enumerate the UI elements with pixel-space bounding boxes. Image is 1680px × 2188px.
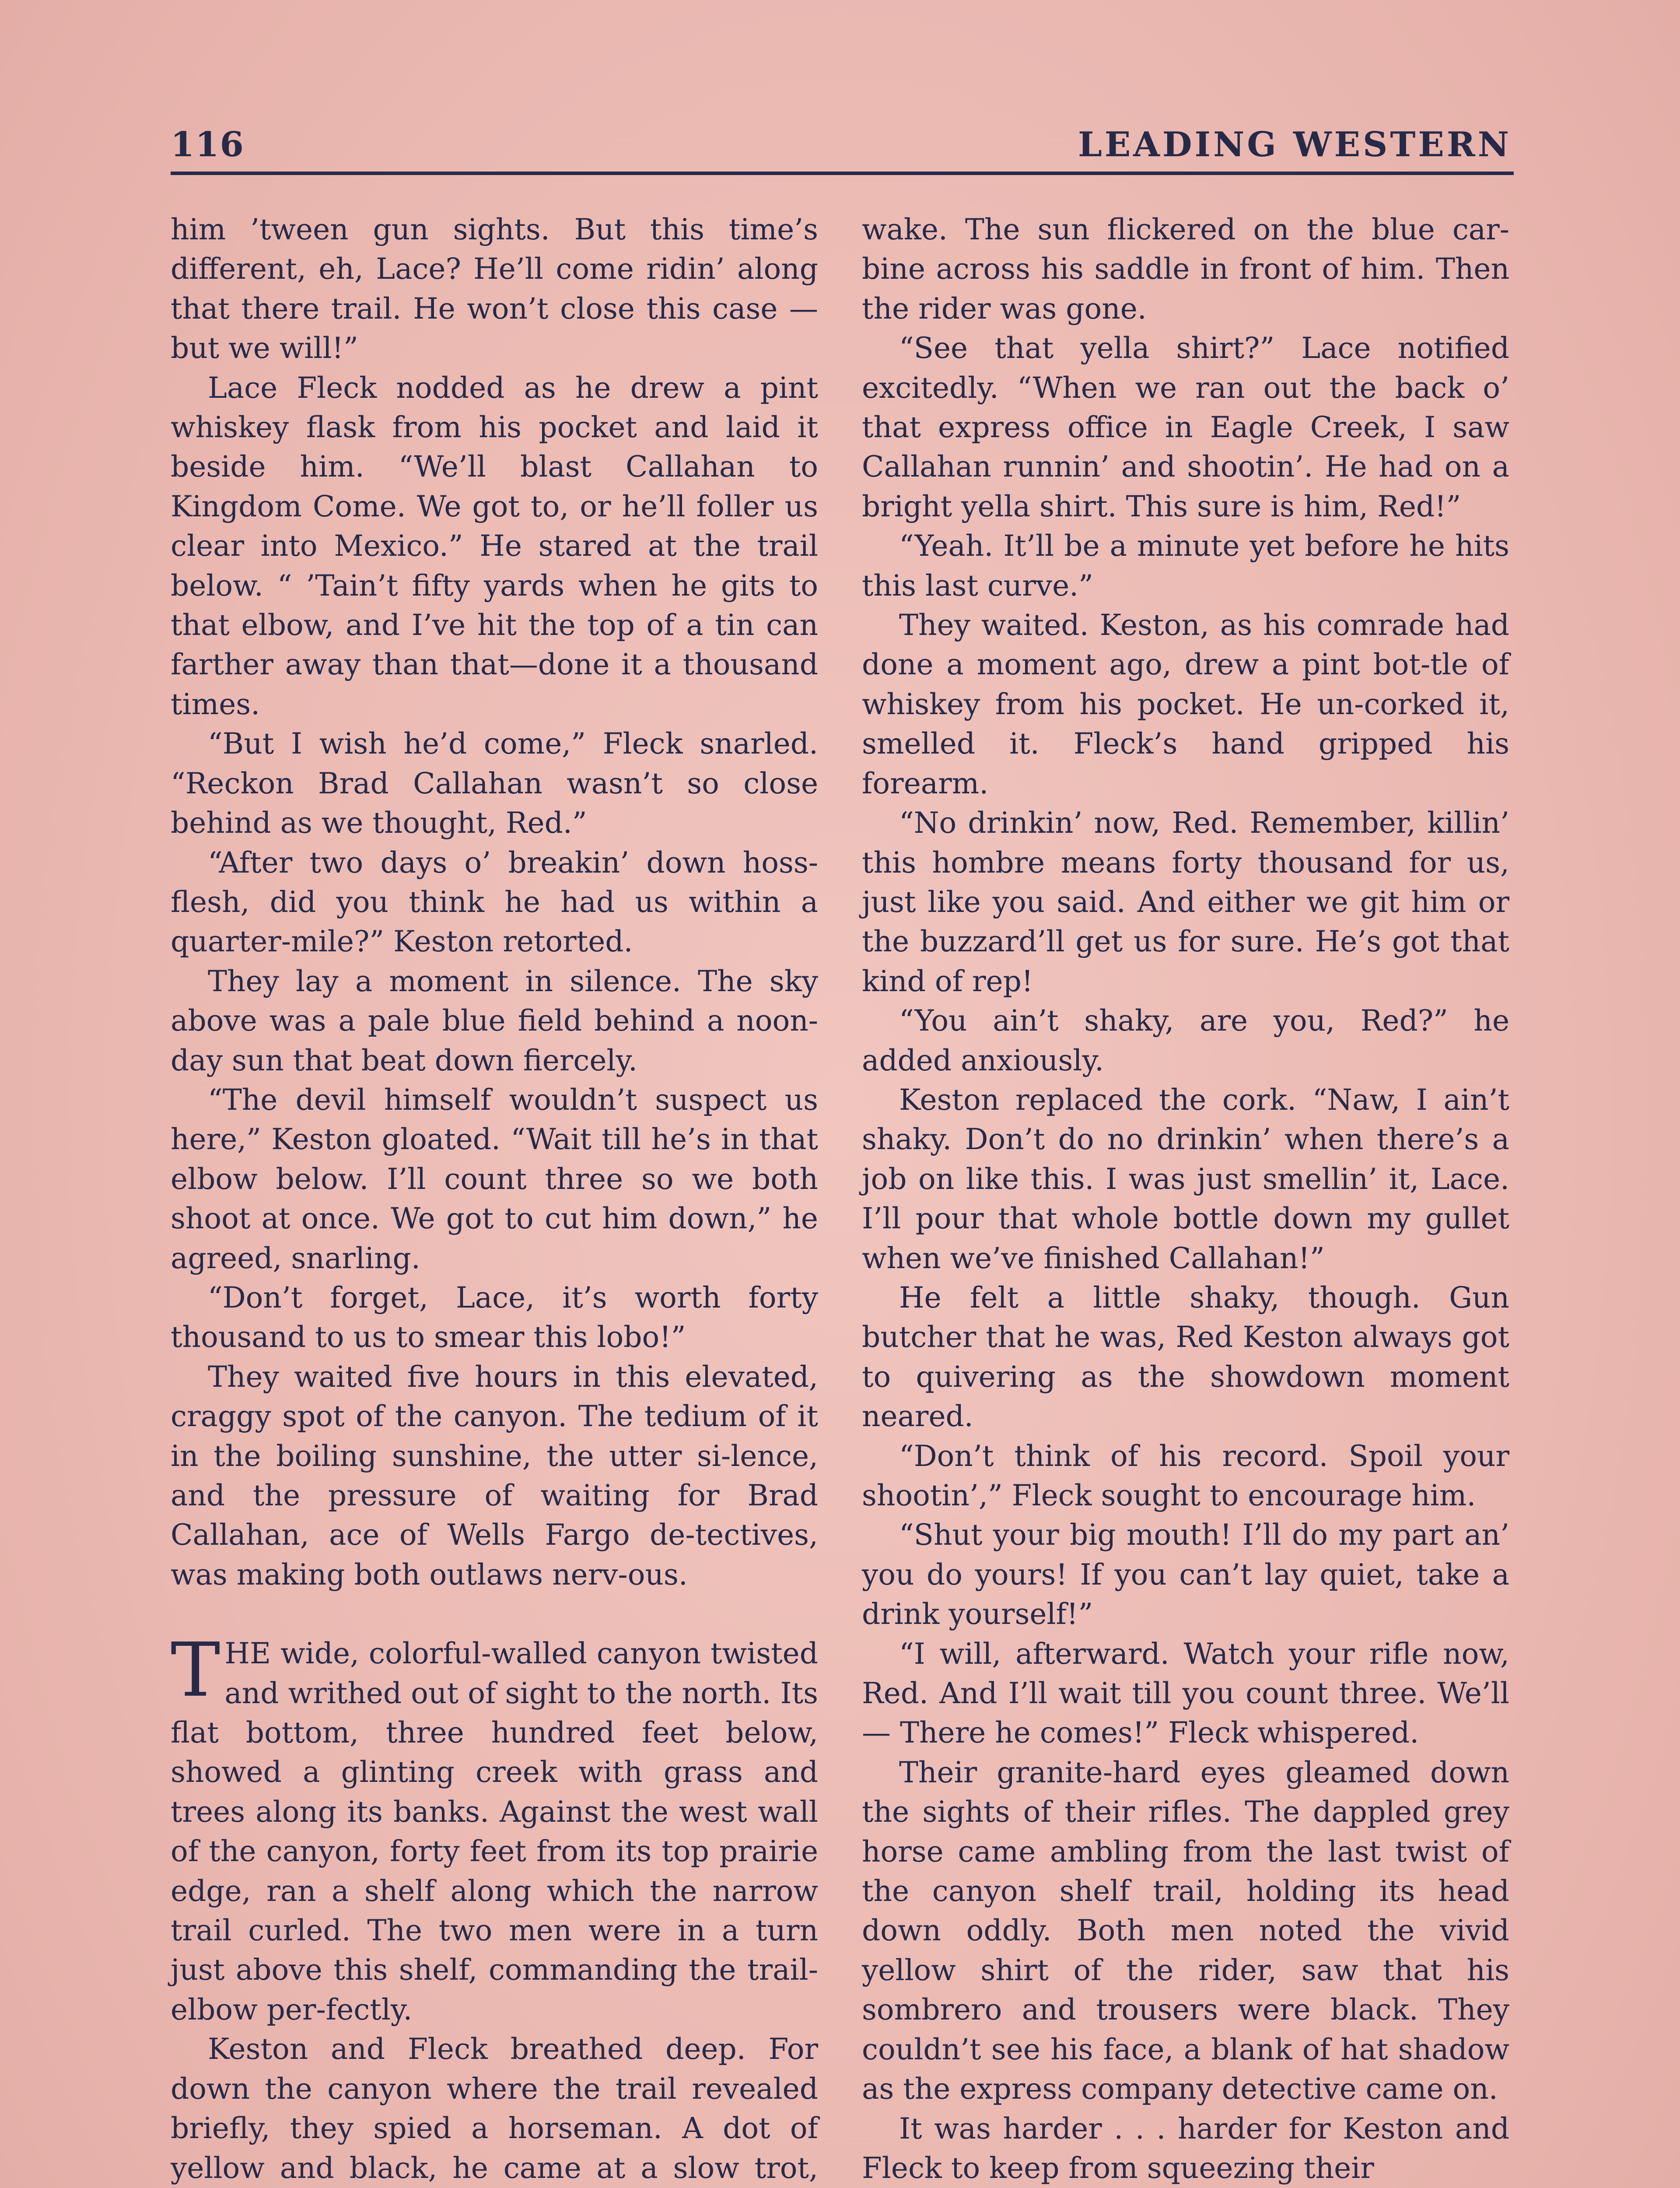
paragraph: They waited. Keston, as his comrade had done a moment ago, drew a pint bot-tle of whiskey from his pocket. He un-corked it, smelled it. Fleck’s hand gripped his forearm.: [862, 608, 1509, 800]
paragraph: “See that yella shirt?” Lace notified excitedly. “When we ran out the back o’ that express office in Eagle Creek, I saw Callahan runnin’ and shootin’. He had on a bright yella shirt. This sure is him, Red!”: [862, 331, 1509, 523]
paragraph: “Yeah. It’ll be a minute yet before he hits this last curve.”: [862, 529, 1509, 603]
paragraph: Keston replaced the cork. “Naw, I ain’t shaky. Don’t do no drinkin’ when there’s a job on like this. I was just smellin’ it, Lace. I’ll pour that whole bottle down my gullet when we’ve finished Callahan!”: [862, 1083, 1509, 1275]
paragraph: “The devil himself wouldn’t suspect us here,” Keston gloated. “Wait till he’s in that elbow below. I’ll count three so we both shoot at once. We got to cut him down,” he agreed, snarling.: [171, 1083, 818, 1275]
page-number: 116: [171, 125, 245, 165]
paragraph: “Don’t think of his record. Spoil your shootin’,” Fleck sought to encourage him.: [862, 1439, 1509, 1512]
section-text: HE wide, colorful-walled canyon twisted and writhed out of sight to the north. Its flat bottom, three hundred feet below, showed a glinting creek with grass and trees along its banks. Against the west wall of the canyon, forty feet from its top prairie edge, ran a shelf along which the narrow trail curled. The two men were in a turn just above this shelf, commanding the trail-elbow per-fectly.: [171, 1637, 818, 2027]
paragraph: They lay a moment in silence. The sky above was a pale blue field behind a noon-day sun that beat down fiercely.: [171, 964, 818, 1077]
running-title: LEADING WESTERN: [1078, 125, 1512, 165]
page-header: [171, 125, 1512, 173]
section-paragraph: [171, 1627, 818, 2030]
drop-cap: T: [171, 1627, 220, 1714]
paragraph: “No drinkin’ now, Red. Remember, killin’ this hombre means forty thousand for us, just like you said. And either we git him or the buzzard’ll get us for sure. He’s got that kind of rep!: [862, 806, 1509, 998]
paragraph: “I will, afterward. Watch your rifle now, Red. And I’ll wait till you count three. We’ll— There he comes!” Fleck whispered.: [862, 1637, 1509, 1750]
paragraph: Lace Fleck nodded as he drew a pint whiskey flask from his pocket and laid it beside him. “We’ll blast Callahan to Kingdom Come. We got to, or he’ll foller us clear into Mexico.” He stared at the trail below. “ ’Tain’t fifty yards when he gits to that elbow, and I’ve hit the top of a tin can farther away than that—done it a thousand times.: [171, 371, 818, 721]
paragraph: “After two days o’ breakin’ down hoss-flesh, did you think he had us within a quarter-mile?” Keston retorted.: [171, 845, 818, 959]
paragraph: It was harder . . . harder for Keston and Fleck to keep from squeezing their: [862, 2111, 1509, 2185]
paragraph: He felt a little shaky, though. Gun butcher that he was, Red Keston always got to quivering as the showdown moment neared.: [862, 1280, 1509, 1434]
header-rule: [171, 172, 1514, 175]
paragraph: “But I wish he’d come,” Fleck snarled. “Reckon Brad Callahan wasn’t so close behind as we thought, Red.”: [171, 727, 818, 840]
paragraph: “Shut your big mouth! I’ll do my part an’ you do yours! If you can’t lay quiet, take a drink yourself!”: [862, 1518, 1509, 1631]
paragraph: “You ain’t shaky, are you, Red?” he added anxiously.: [862, 1004, 1509, 1077]
paragraph: Keston and Fleck breathed deep. For down the canyon where the trail revealed briefly, they spied a horseman. A dot of yellow and black, he came at a slow trot,: [171, 2032, 818, 2185]
paragraph: him ’tween gun sights. But this time’s different, eh, Lace? He’ll come ridin’ along that there trail. He won’t close this case —but we will!”: [171, 213, 818, 365]
paragraph: “Don’t forget, Lace, it’s worth forty thousand to us to smear this lobo!”: [171, 1280, 818, 1354]
paragraph: Their granite-hard eyes gleamed down the sights of their rifles. The dappled grey horse came ambling from the last twist of the canyon shelf trail, holding its head down oddly. Both men noted the vivid yellow shirt of the rider, saw that his sombrero and trousers were black. They couldn’t see his face, a blank of hat shadow as the express company detective came on.: [862, 1755, 1509, 2106]
text-column-left: [171, 210, 818, 2188]
text-column-right: [862, 210, 1509, 2188]
paragraph: wake. The sun flickered on the blue car-bine across his saddle in front of him. Then the rider was gone.: [862, 213, 1509, 326]
paragraph: They waited five hours in this elevated, craggy spot of the canyon. The tedium of it in the boiling sunshine, the utter si-lence, and the pressure of waiting for Brad Callahan, ace of Wells Fargo de-tectives, was making both outlaws nerv-ous.: [171, 1360, 818, 1592]
